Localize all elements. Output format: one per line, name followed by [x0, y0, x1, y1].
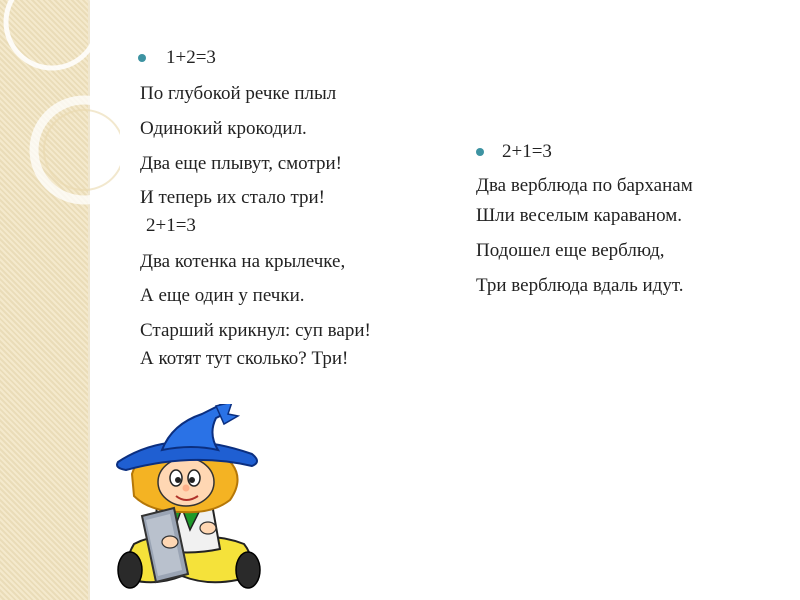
verse-line: 2+1=3: [502, 141, 552, 162]
verse-line: Подошел еще верблюд,: [476, 240, 665, 261]
verse-line: Три верблюда вдаль идут.: [476, 275, 684, 296]
verse-line: Одинокий крокодил.: [140, 118, 307, 139]
decorative-circles: [0, 0, 120, 220]
bullet-icon: [138, 54, 146, 62]
verse-line: Два котенка на крылечке,: [140, 251, 346, 272]
verse-line: Старший крикнул: суп вари!: [140, 320, 371, 341]
verse-line: 1+2=3: [166, 47, 216, 68]
verse-line: 2+1=3: [146, 215, 196, 236]
verse-line: Два еще плывут, смотри!: [140, 153, 342, 174]
verse-line: Два верблюда по барханам: [476, 175, 693, 196]
verse-line: А котят тут сколько? Три!: [140, 348, 349, 369]
verse-line: А еще один у печки.: [140, 285, 305, 306]
cartoon-boy-illustration: [112, 404, 272, 594]
verse-line: Шли веселым караваном.: [476, 205, 682, 226]
verse-line: И теперь их стало три!: [140, 187, 325, 208]
bullet-icon: [476, 148, 484, 156]
verse-line: По глубокой речке плыл: [140, 83, 337, 104]
